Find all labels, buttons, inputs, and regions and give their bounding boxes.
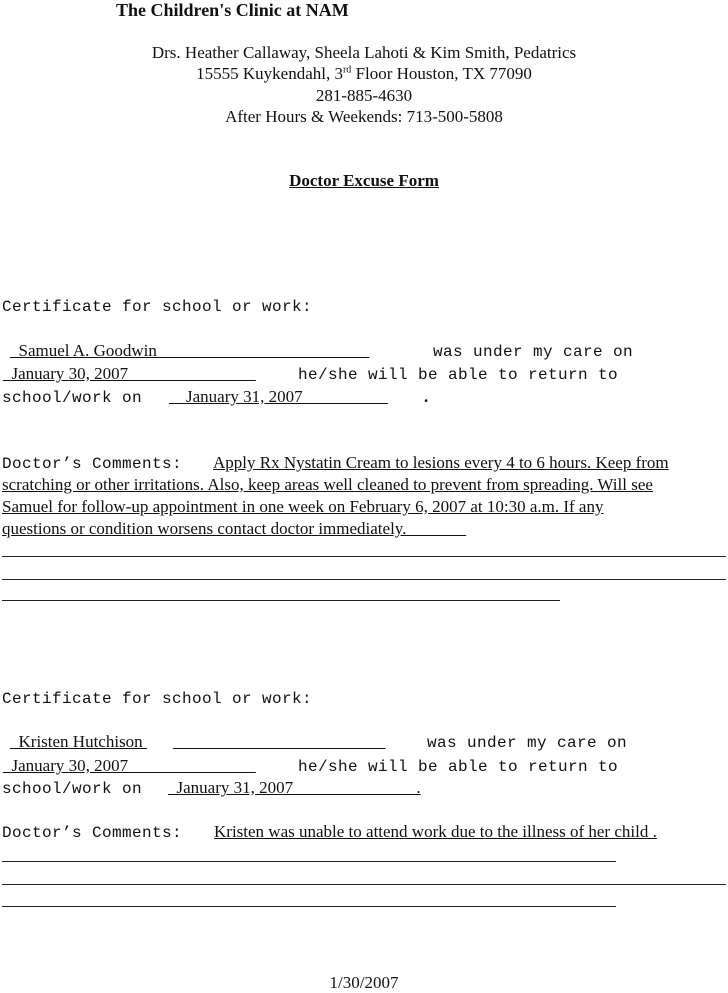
certificate-heading: Certificate for school or work: xyxy=(2,298,313,316)
comment-line-3: Samuel for follow-up appointment in one week on February 6, 2007 at 10:30 a.m. If any xyxy=(2,497,604,516)
care-text: was under my care on xyxy=(433,343,634,361)
blank-line xyxy=(2,579,726,580)
care-text: was under my care on xyxy=(427,734,628,752)
return-date-field: __January 31, 2007__________ xyxy=(169,387,388,406)
footer-date: 1/30/2007 xyxy=(329,973,399,992)
patient-name-field: _Kristen Hutchison _________________________ xyxy=(10,732,386,751)
blank-line xyxy=(2,861,616,862)
school-work-label: school/work on xyxy=(2,389,143,407)
form-title: Doctor Excuse Form xyxy=(289,171,439,190)
certificate-heading: Certificate for school or work: xyxy=(2,690,313,708)
blank-line xyxy=(2,906,616,907)
phone-line: 281-885-4630 xyxy=(315,86,413,105)
care-date-field: _January 30, 2007_______________ xyxy=(3,364,256,383)
after-hours-line: After Hours & Weekends: 713-500-5808 xyxy=(225,107,503,126)
comment-line-2: scratching or other irritations. Also, keep areas well cleaned to prevent from spreading. Will see xyxy=(2,475,653,494)
comments-label: Doctor’s Comments: xyxy=(2,455,183,473)
comments-label: Doctor’s Comments: xyxy=(2,824,183,842)
return-date-field: January 31, 2007 ___________. xyxy=(168,778,421,797)
address-line: 15555 Kuykendahl, 3rd Floor Houston, TX 77090 xyxy=(196,64,532,83)
comment-line-1: Kristen was unable to attend work due to the illness of her child . xyxy=(214,822,657,841)
return-text: he/she will be able to return to xyxy=(298,366,619,384)
blank-line xyxy=(2,600,560,601)
clinic-name: The Children's Clinic at NAM xyxy=(116,0,349,20)
blank-line xyxy=(2,884,726,885)
school-work-label: school/work on xyxy=(2,780,143,798)
doctors-line: Drs. Heather Callaway, Sheela Lahoti & Kim Smith, Pedatrics xyxy=(151,43,577,62)
patient-name-field: _Samuel A. Goodwin_________________________ xyxy=(10,341,370,360)
return-text: he/she will be able to return to xyxy=(298,758,619,776)
blank-line xyxy=(2,556,726,557)
comment-line-1: Apply Rx Nystatin Cream to lesions every 4 to 6 hours. Keep from xyxy=(213,453,669,472)
comment-line-4: questions or condition worsens contact doctor immediately._______ xyxy=(2,519,466,538)
care-date-field: _January 30, 2007_______________ xyxy=(3,756,256,775)
period: . xyxy=(424,387,429,406)
